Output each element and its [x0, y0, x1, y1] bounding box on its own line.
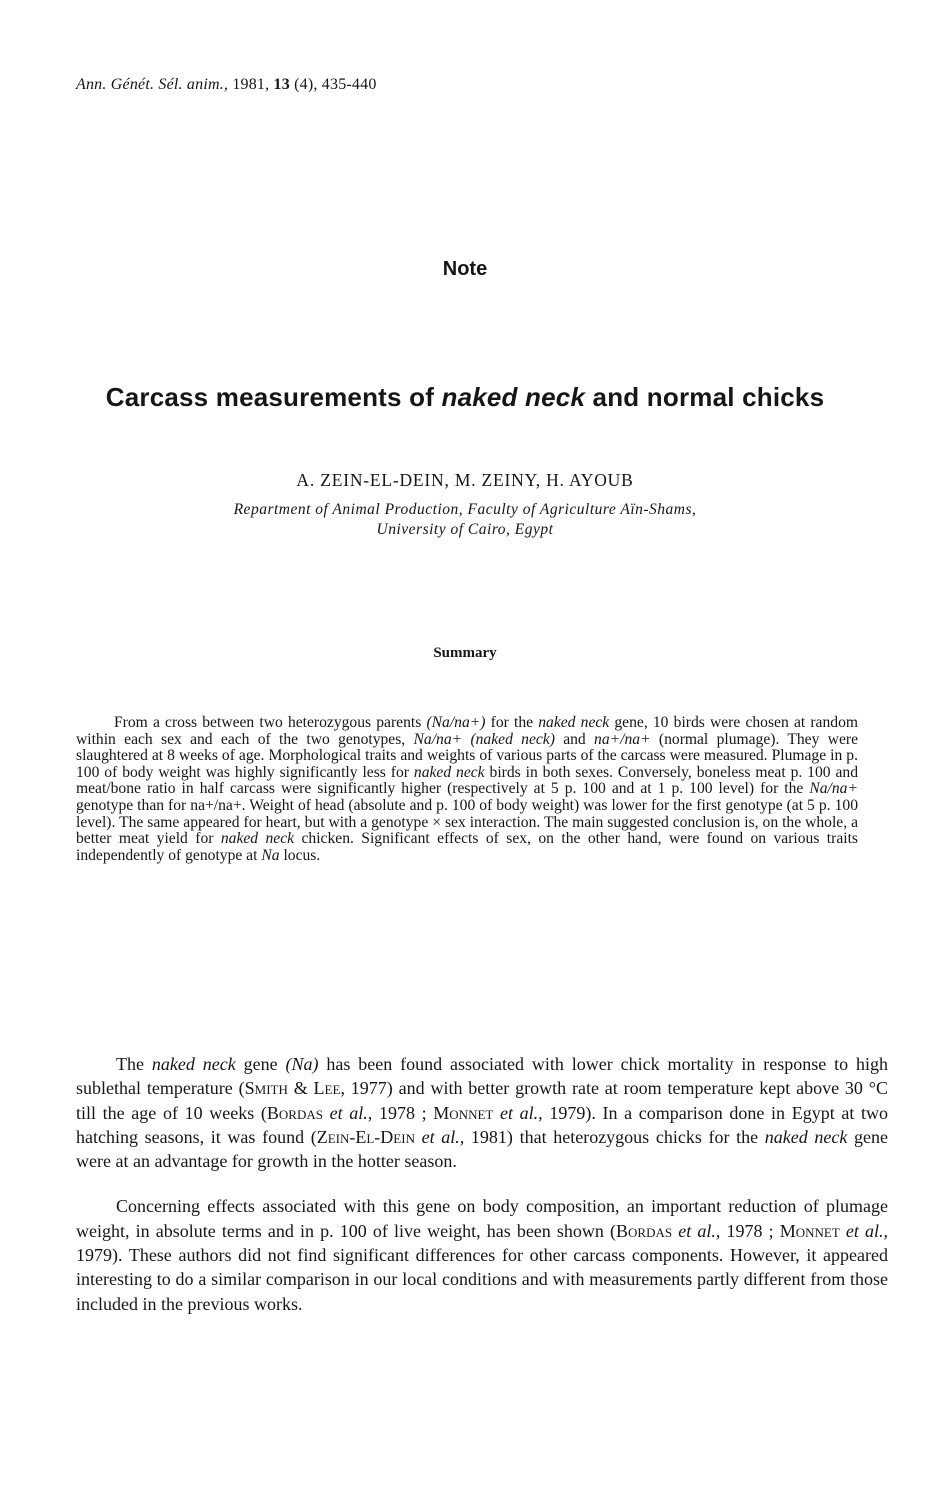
- body-italic-run: et al.,: [500, 1102, 543, 1123]
- body-text-run: 1978 ;: [372, 1102, 434, 1123]
- summary-text: [76, 715, 858, 864]
- body-italic-run: naked neck: [764, 1126, 848, 1147]
- body-italic-run: (Na): [285, 1054, 319, 1074]
- journal-citation: [76, 76, 377, 94]
- summary-text-run: locus.: [279, 846, 321, 864]
- title-part1: Carcass measurements of: [105, 382, 442, 412]
- summary-italic-run: Na/na+: [809, 780, 858, 798]
- summary-italic-run: na+/na+: [594, 730, 651, 748]
- body-text-run: 1978 ;: [720, 1220, 780, 1241]
- summary-italic-run: (Na/na+): [426, 714, 486, 731]
- title-part2: and normal chicks: [585, 382, 825, 412]
- body-italic-run: et al.,: [678, 1220, 721, 1241]
- body-text-run: 1979). In a comparison done in Egypt at two hatching seasons, it was found (: [76, 1102, 889, 1147]
- summary-text-run: birds in both sexes. Conversely, boneless meat p. 100 and meat/bone ratio in half carcass were significantly higher (respectively at 5 p. 100 and at 1 p. 100 level) for the: [76, 763, 858, 798]
- author-ref: Smith & Lee: [244, 1078, 341, 1099]
- citation-volume: 13: [273, 76, 290, 93]
- author-ref: Monnet: [433, 1102, 494, 1123]
- body-text: [76, 1052, 888, 1337]
- body-paragraph-1: [76, 1052, 888, 1173]
- citation-year: 1981,: [232, 76, 270, 93]
- body-text-run: gene: [235, 1054, 286, 1074]
- affiliation: [0, 500, 930, 540]
- author-ref: Monnet: [779, 1220, 840, 1241]
- authors: A. ZEIN-EL-DEIN, M. ZEINY, H. AYOUB: [296, 470, 634, 490]
- summary-text-run: (normal plumage). They were slaughtered at 8 weeks of age. Morphological traits and weights of various parts of the carcass were measured. Plumage in p. 100 of body weight was highly significantly less for: [76, 730, 858, 781]
- body-text-run: [493, 1103, 500, 1123]
- body-text-run: [323, 1103, 330, 1123]
- summary-heading: Summary: [433, 645, 497, 661]
- summary-italic-run: Na: [261, 846, 280, 864]
- affiliation-line2: University of Cairo, Egypt: [376, 521, 554, 538]
- author-ref: Zein-El-Dein: [316, 1126, 415, 1147]
- title-italic: naked neck: [441, 382, 586, 412]
- body-italic-run: et al.,: [421, 1126, 465, 1147]
- body-text-run: [415, 1127, 422, 1147]
- summary-text-run: chicken. Significant effects of sex, on the other hand, were found on various traits independently of genotype at: [76, 830, 858, 864]
- summary-italic-run: naked neck: [538, 714, 610, 731]
- body-italic-run: naked neck: [151, 1054, 236, 1074]
- summary-text-run: genotype than for na+/na+. Weight of head (absolute and p. 100 of body weight) was lower for the first genotype (at 5 p. 100 level). The same appeared for heart, but with a genotype × sex interaction. The main suggested conclusion is, on the whole, a better meat yield for: [76, 796, 858, 848]
- body-paragraph-2: [76, 1194, 888, 1315]
- body-text-run: Concerning effects associated with this gene on body composition, an important reduction of plumage weight, in absolute terms and in p. 100 of live weight, has been shown (: [76, 1196, 888, 1241]
- note-label: Note: [442, 258, 488, 280]
- summary-paragraph: [76, 715, 858, 864]
- citation-journal: Ann. Génét. Sél. anim.,: [76, 76, 229, 93]
- author-ref: Bordas: [266, 1102, 323, 1123]
- affiliation-line1: Repartment of Animal Production, Faculty of Agriculture Aïn-Shams,: [233, 501, 697, 518]
- body-italic-run: et al.,: [845, 1220, 888, 1241]
- summary-text-run: for the: [485, 714, 539, 731]
- body-text-run: , 1977) and with better growth rate at room temperature kept above 30 °C till the age of 10 weeks (: [76, 1078, 888, 1123]
- body-text-run: The: [116, 1054, 152, 1074]
- body-text-run: 1981) that heterozygous chicks for the: [464, 1126, 765, 1147]
- summary-text-run: and: [554, 730, 595, 748]
- body-italic-run: et al.,: [329, 1102, 373, 1123]
- summary-italic-run: Na/na+ (naked neck): [413, 730, 555, 748]
- citation-issue-pages: (4), 435-440: [294, 76, 377, 93]
- body-text-run: gene were at an advantage for growth in the hotter season.: [76, 1126, 889, 1172]
- summary-italic-run: naked neck: [413, 763, 485, 781]
- summary-text-run: gene, 10 birds were chosen at random within each sex and each of the two genotypes,: [76, 714, 858, 748]
- summary-text-run: From a cross between two heterozygous parents: [114, 714, 427, 731]
- author-ref: Bordas: [616, 1220, 673, 1241]
- body-text-run: 1979). These authors did not find significant differences for other carcass components. However, it appeared interesting to do a similar comparison in our local conditions and with measurements partly different from those included in the previous works.: [76, 1245, 888, 1314]
- summary-italic-run: naked neck: [220, 830, 295, 848]
- body-text-run: has been found associated with lower chick mortality in response to high sublethal temperature (: [76, 1054, 889, 1099]
- paper-title: [0, 382, 930, 413]
